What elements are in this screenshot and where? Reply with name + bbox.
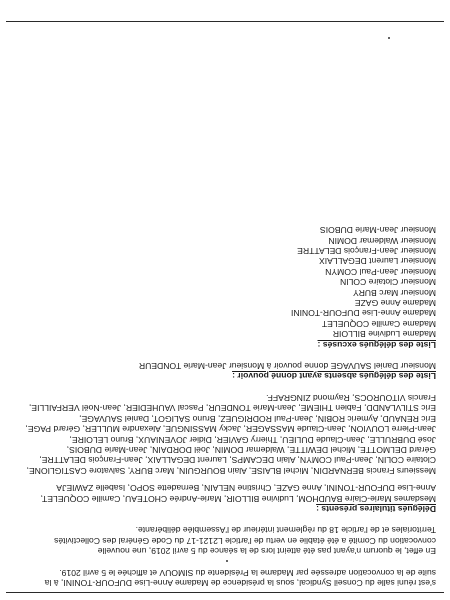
excused-item: Monsieur Jean-François DELATTRE — [297, 246, 436, 257]
present-line: Eric RENAUD, Aymeric ROBIN, Jean-Paul RODRIGUEZ, Bruno SALIGOT, Daniel SAUVAGE, — [79, 413, 436, 424]
present-line: Anne-Lise DUFOUR-TONINI, Anne GAZE, Christine NELAIN, Bernadette SOPO, Isabelle ZAWIEJA — [56, 483, 436, 494]
excused-item: Monsieur Waldemar DOMIN — [328, 235, 436, 246]
excused-item: Madame Anne-Lise DUFOUR-TONINI — [290, 308, 436, 319]
present-line: Clotaire COLIN, Jean-Paul COMYN, Alain DECAMPS, Laurent DEGALLAIX, Jean-François DELATTRE, — [39, 455, 436, 466]
present-line: Jean-Pierre LOUVION, Jean-Claude MASSAGER, Jacky MASSINGUE, Alexandre MULLER, Gérard PAGE, — [25, 424, 436, 435]
paragraph-line: convocation du Comité a été établie en vertu de l'article L2121-17 du Code Général des Collectivités — [54, 535, 436, 546]
intro-line: suite de la convocation adressée par Madame la Présidente du SIMOUV et affichée le 5 avril 2019. — [59, 567, 436, 578]
present-heading: Délégués titulaires présents : — [316, 503, 436, 514]
present-line: Messieurs Francis BERNARDIN, Michel BLAISE, Alain BOURGUIN, Marc BURY, Salvatore CASTIGLIONE, — [26, 465, 436, 476]
document-body — [11, 225, 436, 588]
excused-item: Monsieur Marc BURY — [353, 287, 436, 298]
proxy-heading: Liste des délégués absents ayant donné pouvoir : — [232, 371, 436, 382]
scan-speck — [226, 560, 228, 562]
proxy-line: Monsieur Daniel SAUVAGE donne pouvoir à Monsieur Jean-Marie TONDEUR — [138, 361, 436, 372]
excused-item: Madame Camille COQUELET — [321, 318, 436, 329]
excused-item: Monsieur Clotaire COLIN — [340, 277, 436, 288]
excused-item: Madame Ludivine BILLOIR — [332, 329, 436, 340]
intro-line: s'est réuni salle du Conseil Syndical, sous la présidence de Madame Anne-Lise DUFOUR-TONINI, à la — [44, 578, 436, 588]
paragraph-line: Territoriales et de l'article 18 du règlement intérieur de l'Assemblée délibérante. — [135, 525, 436, 536]
excused-item: Monsieur Laurent DEGALLAIX — [318, 256, 436, 267]
scan-speck — [388, 37, 390, 39]
excused-item: Madame Anne GAZE — [354, 298, 436, 309]
present-line: Francis VITOUROCS, Raymond ZINGRAFF. — [266, 392, 436, 403]
present-line: Gérard DELMOTTE, Michel DEWITTE, Waldemar DOMIN, Joël DORDAIN, Jean-Marie DUBOIS, — [66, 444, 436, 455]
paragraph-line: En effet, le quorum n'ayant pas été atteint lors de la séance du 5 avril 2019, une nouvelle — [97, 546, 436, 557]
present-line: Mesdames Marie-Claire BAUDHOM, Ludivine BILLOIR, Marie-Andrée CHOTEAU, Camille COQUELET, — [40, 493, 436, 504]
bottom-rule — [6, 21, 444, 22]
excused-item: Monsieur Jean-Paul COMYN — [325, 266, 436, 277]
present-line: Eric STILVLANDD, Fabien THIEME, Jean-Marie TONDEUR, Pascal VAUHEDIER, Jean-Noël VERFAILLIE, — [28, 403, 436, 414]
excused-item: Monsieur Jean-Marie DUBOIS — [319, 225, 436, 236]
excused-heading: Liste des délégués excusés : — [317, 339, 436, 350]
present-line: José DUBRULLE, Jean-Claude DULIEU, Thierry GAVIER, Didier JOVENIAUX, Bruno LELOIRE, — [69, 434, 436, 445]
top-rule — [6, 592, 444, 593]
